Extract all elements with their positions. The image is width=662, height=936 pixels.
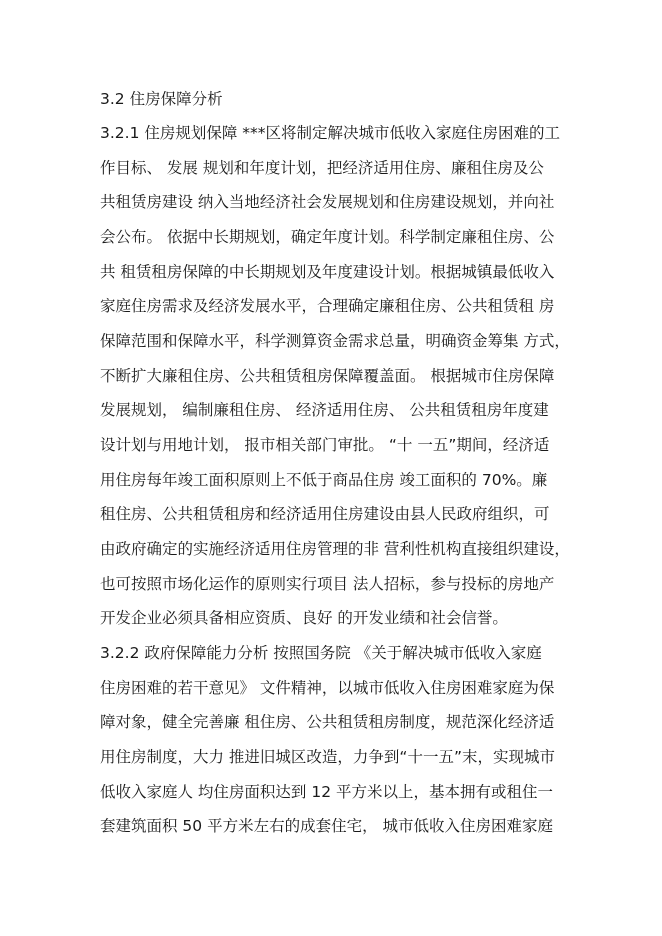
body-line: 不断扩大廉租住房、公共租赁租房保障覆盖面。 根据城市住房保障 — [100, 367, 555, 385]
body-line: 开发企业必须具备相应资质、良好 的开发业绩和社会信誉。 — [100, 609, 508, 627]
body-line: 低收入家庭人 均住房面积达到 12 平方米以上，基本拥有或租住一 — [100, 783, 554, 801]
section-heading: 3.2 住房保障分析 — [100, 90, 223, 108]
body-line: 3.2.1 住房规划保障 ***区将制定解决城市低收入家庭住房困难的工 — [100, 124, 561, 142]
body-line: 作目标、 发展 规划和年度计划，把经济适用住房、廉租住房及公 — [100, 159, 544, 177]
body-line: 发展规划， 编制廉租住房、 经济适用住房、 公共租赁租房年度建 — [100, 401, 549, 419]
body-line: 住房困难的若干意见》 文件精神，以城市低收入住房困难家庭为保 — [100, 679, 555, 697]
body-line: 由政府确定的实施经济适用住房管理的非 营利性机构直接组织建设， — [100, 540, 570, 558]
subsection-line: 3.2.2 政府保障能力分析 按照国务院 《关于解决城市低收入家庭 — [100, 644, 542, 662]
body-line: 共 租赁租房保障的中长期规划及年度建设计划。根据城镇最低收入 — [100, 263, 555, 281]
body-line: 用住房制度，大力 推进旧城区改造，力争到“十一五”末，实现城市 — [100, 748, 555, 766]
body-line: 会公布。 依据中长期规划，确定年度计划。科学制定廉租住房、公 — [100, 228, 555, 246]
body-line: 共租赁房建设 纳入当地经济社会发展规划和住房建设规划，并向社 — [100, 193, 555, 211]
body-line: 用住房每年竣工面积原则上不低于商品住房 竣工面积的 70%。廉 — [100, 471, 548, 489]
body-line: 家庭住房需求及经济发展水平，合理确定廉租住房、公共租赁租 房 — [100, 297, 555, 315]
body-line: 套建筑面积 50 平方米左右的成套住宅， 城市低收入住房困难家庭 — [100, 817, 554, 835]
body-line: 障对象，健全完善廉 租住房、公共租赁租房制度，规范深化经济适 — [100, 713, 555, 731]
body-line: 设计划与用地计划， 报市相关部门审批。 “十 一五”期间，经济适 — [100, 436, 550, 454]
body-line: 租住房、公共租赁租房和经济适用住房建设由县人民政府组织，可 — [100, 505, 550, 523]
body-line: 保障范围和保障水平，科学测算资金需求总量，明确资金筹集 方式， — [100, 332, 570, 350]
body-line: 也可按照市场化运作的原则实行项目 法人招标，参与投标的房地产 — [100, 575, 555, 593]
